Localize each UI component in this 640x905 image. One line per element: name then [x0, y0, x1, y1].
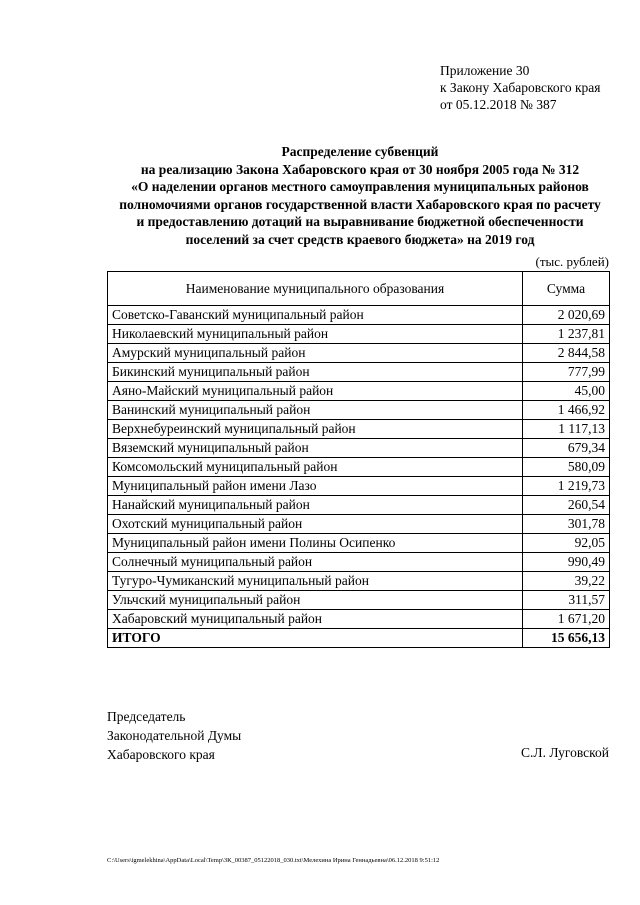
title-line: полномочиями органов государственной власти Хабаровского края по расчету: [119, 196, 601, 212]
table-row: [108, 477, 610, 496]
table-row: [108, 515, 610, 534]
municipality-name: Бикинский муниципальный район: [108, 363, 523, 382]
table-row: [108, 496, 610, 515]
table-row: [108, 344, 610, 363]
header-name: Наименование муниципального образования: [108, 272, 523, 306]
table-row: [108, 325, 610, 344]
total-amount: 15 656,13: [523, 629, 610, 648]
title-line: поселений за счет средств краевого бюджета» на 2019 год: [185, 231, 535, 247]
table-row: [108, 610, 610, 629]
amount: 1 117,13: [523, 420, 610, 439]
signature-line: Председатель: [107, 709, 186, 724]
amount: 2 020,69: [523, 306, 610, 325]
subsidy-table: [107, 271, 610, 648]
signature-block: [107, 707, 241, 764]
table-row: [108, 382, 610, 401]
table-row: [108, 534, 610, 553]
amount: 301,78: [523, 515, 610, 534]
total-label: ИТОГО: [108, 629, 523, 648]
table-row: [108, 553, 610, 572]
table-row: [108, 363, 610, 382]
municipality-name: Муниципальный район имени Полины Осипенко: [108, 534, 523, 553]
table-row: [108, 458, 610, 477]
signature-line: Законодательной Думы: [107, 728, 242, 743]
document-title: [100, 143, 620, 248]
municipality-name: Советско-Гаванский муниципальный район: [108, 306, 523, 325]
municipality-name: Нанайский муниципальный район: [108, 496, 523, 515]
signatory-name: С.Л. Луговской: [521, 745, 609, 760]
municipality-name: Комсомольский муниципальный район: [108, 458, 523, 477]
municipality-name: Тугуро-Чумиканский муниципальный район: [108, 572, 523, 591]
municipality-name: Хабаровский муниципальный район: [108, 610, 523, 629]
amount: 679,34: [523, 439, 610, 458]
amount: 1 237,81: [523, 325, 610, 344]
amount: 2 844,58: [523, 344, 610, 363]
amount: 311,57: [523, 591, 610, 610]
amount: 1 466,92: [523, 401, 610, 420]
amount: 1 671,20: [523, 610, 610, 629]
municipality-name: Аяно-Майский муниципальный район: [108, 382, 523, 401]
appendix-header: [440, 62, 601, 113]
amount: 45,00: [523, 382, 610, 401]
municipality-name: Ульчский муниципальный район: [108, 591, 523, 610]
title-line: и предоставлению дотаций на выравнивание бюджетной обеспеченности: [136, 214, 584, 229]
amount: 580,09: [523, 458, 610, 477]
table-row: [108, 420, 610, 439]
appendix-line: к Закону Хабаровского края: [440, 80, 601, 95]
header-sum: Сумма: [523, 272, 610, 306]
signature-line: Хабаровского края: [107, 747, 215, 762]
amount: 777,99: [523, 363, 610, 382]
table-row: [108, 306, 610, 325]
title-line: на реализацию Закона Хабаровского края от 30 ноября 2005 года № 312: [140, 161, 580, 177]
municipality-name: Амурский муниципальный район: [108, 344, 523, 363]
municipality-name: Охотский муниципальный район: [108, 515, 523, 534]
file-path-footer: C:\Users\igmelekhina\AppData\Local\Temp\ЗК_00387_05122018_030.txt\Мелехина Ирина Геннадьевна\06.12.2018 9:51:12: [107, 857, 440, 864]
appendix-line: Приложение 30: [440, 63, 530, 78]
total-row: [108, 629, 610, 648]
amount: 39,22: [523, 572, 610, 591]
title-line: «О наделении органов местного самоуправления муниципальных районов: [131, 179, 589, 194]
units-label: (тыс. рублей): [535, 254, 609, 269]
table-row: [108, 591, 610, 610]
table-row: [108, 401, 610, 420]
appendix-line: от 05.12.2018 № 387: [440, 97, 557, 112]
municipality-name: Николаевский муниципальный район: [108, 325, 523, 344]
municipality-name: Вяземский муниципальный район: [108, 439, 523, 458]
table-row: [108, 572, 610, 591]
table-header-row: [108, 272, 610, 306]
amount: 990,49: [523, 553, 610, 572]
amount: 1 219,73: [523, 477, 610, 496]
title-line: Распределение субвенций: [281, 144, 439, 159]
municipality-name: Верхнебуреинский муниципальный район: [108, 420, 523, 439]
table-row: [108, 439, 610, 458]
municipality-name: Муниципальный район имени Лазо: [108, 477, 523, 496]
amount: 92,05: [523, 534, 610, 553]
municipality-name: Ванинский муниципальный район: [108, 401, 523, 420]
municipality-name: Солнечный муниципальный район: [108, 553, 523, 572]
amount: 260,54: [523, 496, 610, 515]
